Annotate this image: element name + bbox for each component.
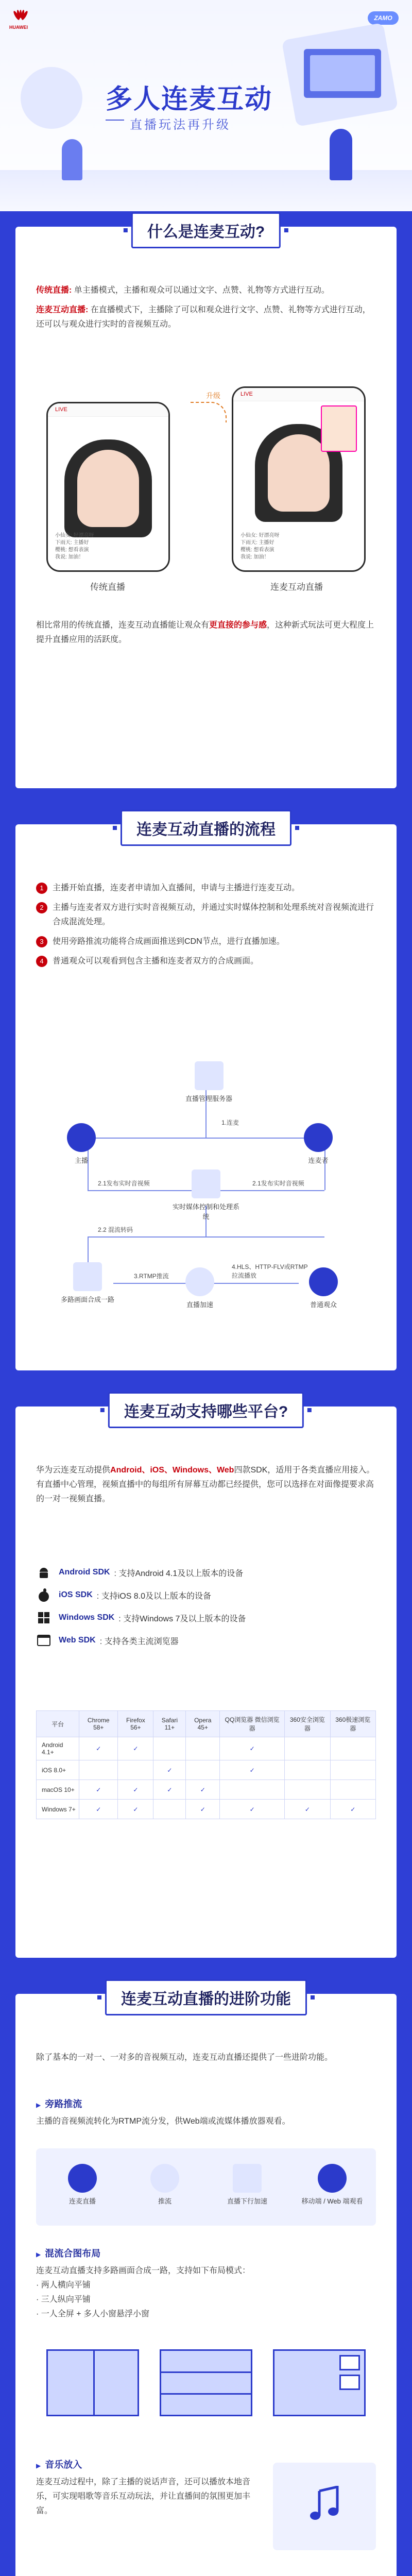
brand-badge: ZAMO <box>368 11 399 25</box>
table-cell: ✓ <box>79 1737 118 1760</box>
table-header: Safari 11+ <box>153 1711 186 1737</box>
device-icon <box>318 2164 347 2193</box>
note-text: 相比常用的传统直播，连麦互动直播能让观众有 <box>36 621 210 630</box>
push-step <box>221 2164 273 2206</box>
table-header: Firefox 56+ <box>118 1711 153 1737</box>
server-icon <box>195 1061 224 1090</box>
page-subtitle: 直播玩法再升级 <box>130 118 231 132</box>
flow-label: 2.1发布实时音视频 <box>98 1180 150 1187</box>
phone-status-bar: LIVE <box>233 388 364 401</box>
table-cell <box>153 1800 186 1819</box>
step-text: 使用旁路推流功能将合成画面推送到CDN节点，进行直播加速。 <box>53 937 285 946</box>
huawei-logo-text: HUAWEI <box>9 25 28 30</box>
sdk-name: Web SDK <box>59 1636 96 1645</box>
upgrade-arrow-icon <box>191 402 227 422</box>
node-media <box>173 1170 239 1221</box>
upgrade-label: 升级 <box>206 392 220 400</box>
hero-banner <box>0 0 412 211</box>
step-number: 1 <box>36 883 47 894</box>
interactive-live-paragraph <box>36 303 376 332</box>
flow-label: 1.连麦 <box>221 1119 239 1126</box>
user-icon <box>304 1123 333 1152</box>
feature-text: 主播的音视频流转化为RTMP流分发，供Web端或流媒体播放器观看。 <box>36 2117 290 2126</box>
feature-mixed-layout <box>36 2246 376 2442</box>
flow-step <box>36 881 376 895</box>
chat-message: 樱桃: 想看表演 <box>241 547 274 553</box>
chat-list <box>241 532 318 561</box>
table-row <box>37 1737 376 1760</box>
feature-bypass-push <box>36 2097 376 2231</box>
table-row <box>37 1760 376 1780</box>
comparison-note <box>36 618 376 647</box>
step-number: 3 <box>36 936 47 947</box>
node-guest <box>304 1123 333 1165</box>
chat-message: 下雨天: 主播好 <box>55 540 89 546</box>
table-cell <box>186 1760 220 1780</box>
step-number: 4 <box>36 956 47 967</box>
feature-music <box>36 2458 376 2561</box>
table-cell <box>153 1737 186 1760</box>
chat-message: 小仙女: 好漂亮呀 <box>241 533 280 538</box>
note-highlight: 更直接的参与感 <box>209 621 267 630</box>
sdk-item <box>36 1606 376 1629</box>
huawei-logo-icon <box>11 9 30 24</box>
section-intro <box>36 283 376 332</box>
phone-traditional <box>46 402 170 572</box>
chat-message: 下雨天: 主播好 <box>241 540 274 546</box>
illustration-person <box>62 139 82 180</box>
push-step-label: 推流 <box>158 2197 171 2205</box>
feature-illustration <box>36 2148 376 2226</box>
streamer-face <box>268 434 330 512</box>
music-illustration <box>273 2463 376 2550</box>
intro-text: 四款SDK，适用于各类直播应用接入。有直播中心管理，视频直播中的每组所有屏幕互动都已经提供，您可以选择在对面像提要求高的一对一视频直播。 <box>36 1466 375 1503</box>
android-icon <box>36 1565 52 1580</box>
platforms-intro <box>36 1463 376 1506</box>
table-cell <box>285 1760 330 1780</box>
table-cell: ✓ <box>153 1780 186 1800</box>
viewers-icon <box>309 1267 338 1296</box>
sdk-desc: : 支持Windows 7及以上版本的设备 <box>118 1614 246 1623</box>
push-icon <box>150 2164 179 2193</box>
flow-label: 4.HLS、HTTP-FLV或RTMP拉流播放 <box>232 1263 308 1279</box>
table-cell: ✓ <box>220 1737 285 1760</box>
table-cell: ✓ <box>79 1780 118 1800</box>
chat-message: 小仙女: 好漂亮呀 <box>55 533 94 538</box>
flow-label: 2.1发布实时音视频 <box>252 1180 304 1187</box>
chat-message: 我说: 加油！ <box>241 554 269 560</box>
table-cell: iOS 8.0+ <box>37 1760 79 1780</box>
push-step-label: 移动端 / Web 端观看 <box>301 2197 363 2205</box>
table-cell <box>285 1737 330 1760</box>
phone-interactive-label: 连麦互动直播 <box>270 582 323 592</box>
section-flow <box>15 821 397 1370</box>
illustration-person <box>330 129 352 180</box>
section-platforms <box>15 1403 397 1958</box>
features-intro: 除了基本的一对一、一对多的音视频互动，连麦互动直播还提供了一些进阶功能。 <box>36 2053 333 2062</box>
layout-floating <box>273 2349 366 2416</box>
live-icon <box>68 2164 97 2193</box>
table-cell: ✓ <box>153 1760 186 1780</box>
term-traditional: 传统直播: <box>36 286 72 295</box>
intro-highlight: Android、iOS、Windows、Web <box>110 1466 234 1475</box>
section-what-is <box>15 224 397 788</box>
music-note-icon <box>309 2486 340 2522</box>
table-cell <box>79 1760 118 1780</box>
table-cell: Android 4.1+ <box>37 1737 79 1760</box>
table-row <box>37 1780 376 1800</box>
user-icon <box>67 1123 96 1152</box>
layout-option: · 三人纵向平铺 <box>36 2295 91 2304</box>
chat-message: 我说: 加油！ <box>55 554 84 560</box>
node-label: 直播加速 <box>186 1301 213 1309</box>
table-header: Chrome 58+ <box>79 1711 118 1737</box>
table-cell: ✓ <box>285 1800 330 1819</box>
table-cell: macOS 10+ <box>37 1780 79 1800</box>
table-row <box>37 1800 376 1819</box>
node-label: 多路画面合成一路 <box>60 1296 114 1303</box>
table-cell: ✓ <box>118 1800 153 1819</box>
step-number: 2 <box>36 902 47 913</box>
text-interactive: 在直播模式下，主播除了可以和观众进行文字、点赞、礼物等方式进行互动，还可以与观众进行实时的音视频互动。 <box>36 306 371 329</box>
table-cell <box>330 1760 375 1780</box>
intro-text: 华为云连麦互动提供 <box>36 1466 111 1475</box>
guest-video-window <box>321 405 357 452</box>
step-text: 普通观众可以观看到包含主播和连麦者双方的合成画面。 <box>53 957 259 965</box>
section-advanced-features <box>15 1991 397 2576</box>
mixer-icon <box>73 1262 102 1291</box>
flow-step <box>36 954 376 969</box>
node-label: 普通观众 <box>310 1301 337 1309</box>
sdk-item <box>36 1629 376 1652</box>
step-text: 主播与连麦者双方进行实时音视频互动，并通过实时媒体控制和处理系统对音视频流进行合成混流处理。 <box>53 903 374 926</box>
table-cell: ✓ <box>220 1800 285 1819</box>
page-title: 多人连麦互动 <box>106 84 273 114</box>
feature-title: ▶ 混流合图布局 <box>36 2246 376 2260</box>
node-host <box>67 1123 96 1165</box>
subtitle-divider <box>106 120 124 121</box>
section-title: 连麦互动直播的进阶功能 <box>105 1979 307 2015</box>
sdk-list <box>36 1561 376 1652</box>
table-cell <box>330 1737 375 1760</box>
term-interactive: 连麦互动直播: <box>36 306 89 314</box>
flow-step <box>36 901 376 929</box>
flow-steps <box>36 881 376 974</box>
flow-label: 3.RTMP推流 <box>134 1273 169 1280</box>
browser-support-table <box>36 1710 376 1819</box>
table-cell <box>330 1780 375 1800</box>
sdk-desc: : 支持Android 4.1及以上版本的设备 <box>114 1569 244 1578</box>
push-step-label: 连麦直播 <box>68 2197 96 2205</box>
traditional-live-paragraph <box>36 283 376 298</box>
step-text: 主播开始直播，连麦者申请加入直播间，申请与主播进行连麦互动。 <box>53 884 300 892</box>
decor-circle <box>21 67 82 129</box>
table-cell: ✓ <box>186 1780 220 1800</box>
node-mixer <box>59 1262 116 1304</box>
table-cell: ✓ <box>118 1737 153 1760</box>
table-header: 360安全浏览器 <box>285 1711 330 1737</box>
sdk-desc: : 支持iOS 8.0及以上版本的设备 <box>96 1591 212 1601</box>
streamer-face <box>77 450 139 527</box>
section-title: 连麦互动直播的流程 <box>121 810 291 846</box>
push-step <box>57 2164 108 2206</box>
layout-two-horizontal <box>46 2349 139 2416</box>
sdk-desc: : 支持各类主流浏览器 <box>99 1637 179 1646</box>
node-server <box>185 1061 232 1103</box>
table-cell <box>220 1780 285 1800</box>
sdk-name: Android SDK <box>59 1568 110 1577</box>
table-header: 360极速浏览器 <box>330 1711 375 1737</box>
table-cell: ✓ <box>118 1780 153 1800</box>
sdk-item <box>36 1584 376 1606</box>
table-header-row <box>37 1711 376 1737</box>
push-step <box>299 2164 366 2206</box>
table-cell: ✓ <box>220 1760 285 1780</box>
layout-option: · 一人全屏 + 多人小窗悬浮小窗 <box>36 2310 150 2318</box>
node-viewers <box>309 1267 338 1309</box>
table-header: 平台 <box>37 1711 79 1737</box>
table-header: QQ浏览器 微信浏览器 <box>220 1711 285 1737</box>
chat-message: 樱桃: 想看表演 <box>55 547 89 553</box>
table-cell: ✓ <box>79 1800 118 1819</box>
phone-status-bar: LIVE <box>48 403 168 417</box>
flow-step <box>36 935 376 949</box>
node-label: 直播管理服务器 <box>185 1095 233 1103</box>
feature-title: ▶ 旁路推流 <box>36 2097 376 2110</box>
media-system-icon <box>192 1170 220 1198</box>
phone-traditional-label: 传统直播 <box>90 582 125 592</box>
phone-comparison <box>36 381 376 603</box>
feature-text: 连麦互动过程中，除了主播的说话声音，还可以播放本地音乐，可实现唱歌等音乐互动玩法，并让直播间的氛围更加丰富。 <box>36 2478 251 2515</box>
section-title: 什么是连麦互动? <box>131 212 281 248</box>
flow-connector <box>88 1236 324 1238</box>
flow-label: 2.2 混流转码 <box>98 1226 133 1233</box>
sdk-item <box>36 1561 376 1584</box>
cdn-icon <box>185 1267 214 1296</box>
node-label: 连麦者 <box>308 1157 329 1164</box>
node-label: 实时媒体控制和处理系统 <box>173 1203 240 1221</box>
sdk-name: Windows SDK <box>59 1613 115 1622</box>
table-cell: ✓ <box>330 1800 375 1819</box>
layout-option: · 两人横向平铺 <box>36 2281 91 2290</box>
node-label: 主播 <box>74 1157 88 1164</box>
chat-list <box>55 532 132 561</box>
node-cdn <box>185 1267 214 1309</box>
table-cell <box>186 1737 220 1760</box>
windows-icon <box>36 1610 52 1625</box>
table-cell: ✓ <box>186 1800 220 1819</box>
table-cell <box>118 1760 153 1780</box>
table-header: Opera 45+ <box>186 1711 220 1737</box>
note-text: ，这种新式玩法可更大程度上提升直播应用的活跃度。 <box>36 621 374 644</box>
apple-icon <box>36 1587 52 1603</box>
web-icon <box>36 1633 52 1648</box>
section-title: 连麦互动支持哪些平台? <box>108 1392 304 1428</box>
illustration-screen <box>304 49 381 98</box>
feature-text: 连麦互动直播支持多路画面合成一路，支持如下布局模式： <box>36 2266 251 2275</box>
table-cell <box>285 1780 330 1800</box>
feature-title: ▶ 音乐放入 <box>36 2458 376 2471</box>
sdk-name: iOS SDK <box>59 1590 93 1599</box>
cdn-icon <box>233 2164 262 2193</box>
phone-interactive <box>232 386 366 572</box>
push-step-label: 直播下行加速 <box>227 2197 267 2205</box>
push-step <box>139 2164 191 2206</box>
layout-three-vertical <box>160 2349 252 2416</box>
flow-diagram <box>36 1061 376 1350</box>
table-cell: Windows 7+ <box>37 1800 79 1819</box>
text-traditional: 单主播模式，主播和观众可以通过文字、点赞、礼物等方式进行互动。 <box>74 286 330 295</box>
